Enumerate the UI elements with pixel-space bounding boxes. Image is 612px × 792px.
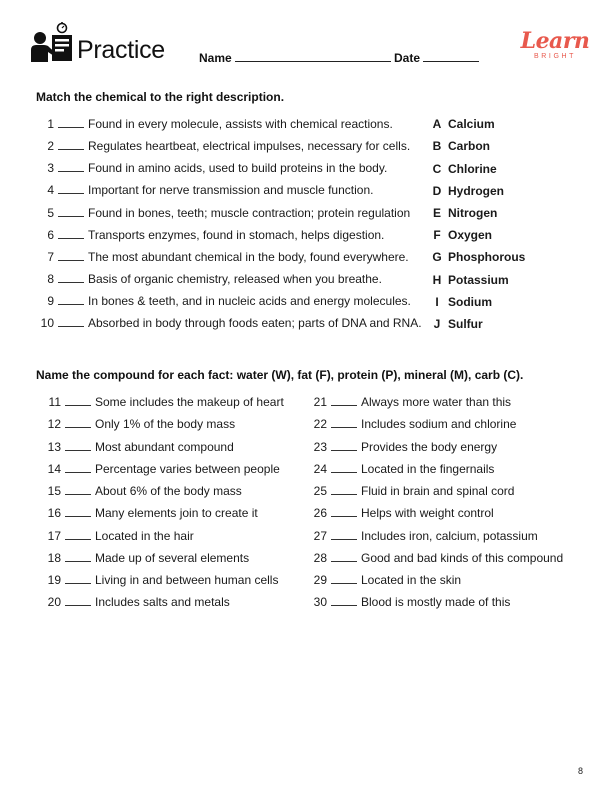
logo-bright-text: BRIGHT [533, 53, 577, 60]
answer-blank[interactable] [58, 228, 84, 239]
name-label: Name [199, 51, 232, 65]
chemical-option: J Sulfur [433, 317, 483, 331]
answer-blank[interactable] [331, 462, 357, 473]
date-input-line[interactable] [423, 50, 479, 62]
answer-blank[interactable] [331, 484, 357, 495]
answer-blank[interactable] [65, 395, 91, 406]
compound-item: 30 Blood is mostly made of this [313, 595, 511, 609]
answer-blank[interactable] [331, 417, 357, 428]
match-item: 3 Found in amino acids, used to build proteins in the body. [47, 161, 388, 175]
name-field[interactable] [199, 50, 391, 65]
answer-blank[interactable] [58, 206, 84, 217]
answer-blank[interactable] [65, 484, 91, 495]
match-item: 8 Basis of organic chemistry, released when you breathe. [47, 272, 382, 286]
answer-blank[interactable] [58, 183, 84, 194]
match-item: 5 Found in bones, teeth; muscle contraction; protein regulation [47, 206, 411, 220]
answer-blank[interactable] [58, 316, 84, 327]
answer-blank[interactable] [65, 417, 91, 428]
student-at-board-icon [30, 22, 74, 70]
answer-blank[interactable] [331, 506, 357, 517]
compound-item: 23 Provides the body energy [313, 440, 498, 454]
match-item: 4 Important for nerve transmission and muscle function. [47, 183, 374, 197]
date-field[interactable] [394, 50, 479, 65]
answer-blank[interactable] [65, 573, 91, 584]
match-item: 10 Absorbed in body through foods eaten; parts of DNA and RNA. [40, 316, 422, 330]
compound-item: 19 Living in and between human cells [47, 573, 279, 587]
answer-blank[interactable] [331, 595, 357, 606]
name-input-line[interactable] [235, 50, 391, 62]
section2-heading: Name the compound for each fact: water (W), fat (F), protein (P), mineral (M), carb (C). [36, 368, 524, 382]
compound-item: 21 Always more water than this [313, 395, 512, 409]
compound-item: 29 Located in the skin [313, 573, 462, 587]
chemical-option: D Hydrogen [432, 184, 505, 198]
compound-item: 17 Located in the hair [47, 529, 194, 543]
chemical-option: C Chlorine [432, 162, 497, 176]
compound-item: 18 Made up of several elements [47, 551, 250, 565]
answer-blank[interactable] [331, 395, 357, 406]
compound-item: 14 Percentage varies between people [47, 462, 280, 476]
compound-item: 26 Helps with weight control [313, 506, 494, 520]
chemical-option: G Phosphorous [432, 250, 526, 264]
answer-blank[interactable] [65, 440, 91, 451]
chemical-option: H Potassium [432, 273, 509, 287]
match-item: 1 Found in every molecule, assists with chemical reactions. [47, 117, 393, 131]
chemical-option: F Oxygen [433, 228, 493, 242]
learn-bright-logo [518, 30, 592, 60]
logo-learn-text: Learn [520, 28, 590, 54]
compound-item: 12 Only 1% of the body mass [47, 417, 236, 431]
section1-heading: Match the chemical to the right description. [36, 90, 285, 104]
chemical-option: E Nitrogen [432, 206, 498, 220]
compound-item: 16 Many elements join to create it [47, 506, 258, 520]
chemical-option: A Calcium [432, 117, 495, 131]
answer-blank[interactable] [65, 551, 91, 562]
compound-item: 24 Located in the fingernails [313, 462, 495, 476]
date-label: Date [394, 51, 421, 65]
match-item: 6 Transports enzymes, found in stomach, helps digestion. [47, 228, 385, 242]
compound-item: 22 Includes sodium and chlorine [313, 417, 517, 431]
answer-blank[interactable] [58, 250, 84, 261]
match-item: 2 Regulates heartbeat, electrical impulses, necessary for cells. [47, 139, 411, 153]
page-number: 8 [578, 766, 584, 776]
answer-blank[interactable] [331, 551, 357, 562]
chemical-option: B Carbon [432, 139, 490, 153]
chemical-option: I Sodium [435, 295, 492, 309]
compound-item: 28 Good and bad kinds of this compound [313, 551, 564, 565]
answer-blank[interactable] [331, 440, 357, 451]
compound-item: 15 About 6% of the body mass [47, 484, 242, 498]
compound-item: 27 Includes iron, calcium, potassium [313, 529, 538, 543]
answer-blank[interactable] [58, 139, 84, 150]
answer-blank[interactable] [58, 294, 84, 305]
answer-blank[interactable] [58, 117, 84, 128]
compound-item: 20 Includes salts and metals [47, 595, 230, 609]
answer-blank[interactable] [331, 529, 357, 540]
compound-item: 13 Most abundant compound [47, 440, 234, 454]
answer-blank[interactable] [65, 595, 91, 606]
compound-item: 11 Some includes the makeup of heart [48, 395, 284, 409]
match-item: 9 In bones & teeth, and in nucleic acids and energy molecules. [47, 294, 411, 308]
match-item: 7 The most abundant chemical in the body, found everywhere. [47, 250, 409, 264]
answer-blank[interactable] [331, 573, 357, 584]
answer-blank[interactable] [58, 272, 84, 283]
compound-item: 25 Fluid in brain and spinal cord [313, 484, 515, 498]
answer-blank[interactable] [58, 161, 84, 172]
page-title: Practice [77, 36, 165, 64]
answer-blank[interactable] [65, 506, 91, 517]
answer-blank[interactable] [65, 529, 91, 540]
answer-blank[interactable] [65, 462, 91, 473]
